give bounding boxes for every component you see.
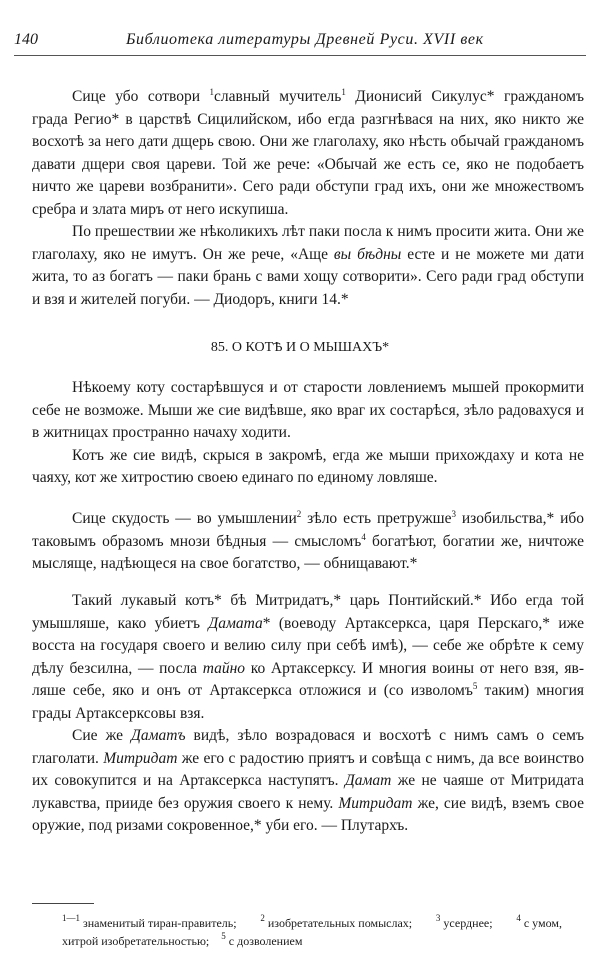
footnote-5: $^5$ с дозволением (221, 931, 303, 948)
footnote-4-continued: хитрой изобретательностью; (62, 934, 210, 948)
footnote-1: $^{1—1}$ знаменитый тиран-правитель; (62, 913, 237, 930)
footnotes (62, 914, 562, 950)
footnote-2: $^2$ изобретательных помыслах; (260, 913, 413, 930)
running-title: Библиотека литературы Древней Руси. XVII век (126, 31, 484, 48)
footnote-divider (32, 903, 94, 904)
paragraph: Сице скудость — во умышлении$^2$ зѣло есть претружше$^3$ изобильства,* ибо таковымъ образомъ мнози бѣдныя — смысломъ$^4$ богатѣют, богатии же, ничтоже мысляще, надѣющеся на свое богатство, — обнищавают.* (32, 509, 585, 572)
paragraph: Котъ же сие видѣ, скрыся в закромѣ, егда же мыши прихождаху и кота не чаяху, кот же хитростию своею единаго по единому ловляше. (32, 446, 584, 486)
footnote-4: $^4$ с умом, (516, 913, 562, 930)
header-divider (14, 55, 586, 56)
footnote-3: $^3$ усерднее; (435, 913, 493, 930)
paragraph: Такий лукавый котъ* бѣ Митридатъ,* царь Понтийский.* Ибо егда той умышляше, како убиетъ Дамата* (воеводу Артаксеркса, царя Перскаго,* иже восста на государя своего и велию силу при себѣ имѣ), — себе же обрѣте к сему дѣлу безсилна, — посла тайно ко Артаксерксу. И многия воины от него взя, являше себе, яко и онъ от Артаксеркса отложися и (со изволомъ$^5$ таким) многия грады Артаксерксовы взя. (32, 592, 584, 722)
text-block-mithridates (32, 590, 584, 838)
text-block-cat (32, 377, 584, 490)
paragraph: Нѣкоему коту состарѣвшуся и от старости ловлениемъ мышей прокормити себе не возможе. Мыши же сие видѣвше, яко враг их состарѣся, зѣло радовахуся и в житницах пространно начаху ходити. (32, 379, 584, 441)
paragraph: Сие же Даматъ видѣ, зѣло возрадовася и восхотѣ с нимъ самъ о семъ глаголати. Митридат же его с радостию приятъ и совѣща с нимъ, да все воинство их совокупится и на Артаксеркса наступятъ. Дамат же не чаяше от Митридата лукавства, прииде без оружия своего к нему. Митридат же, сие видѣ, вземъ свое оружие, под ризами сокровенное,* уби его. — Плутархъ. (32, 727, 585, 834)
page-number: 140 (14, 31, 38, 48)
page-header (14, 31, 586, 57)
paragraph: Сице убо сотвори $^1$славный мучитель$^1$ Дионисий Сикулус* гражданомъ града Регио* в царствѣ Сицилийском, ибо егда разгнѣвася на них, яко никто же восхотѣ за него дати дщерь свою. Они же глаголаху, яко нѣсть обычай гражданомъ давати дщери своя цареви. Той же рече: «Обычай же есть се, яко не подобаетъ ничто же цареви возбранити». Сего ради обступи град ихъ, они же множествомъ сребра и злата миръ от него искупиша. (32, 87, 584, 218)
text-block-moral (32, 508, 584, 576)
footnote-line (62, 932, 562, 950)
footnote-line (62, 914, 562, 932)
text-block-dionysius (32, 86, 584, 311)
paragraph: По прешествии же нѣколикихъ лѣт паки посла к нимъ просити жита. Они же глаголаху, яко не имутъ. Он же рече, «Аще вы бѣдны есте и не можете ми дати жита, то аз богатъ — паки брань с вами хощу сотворити». Сего ради град обступи и взя и жителей погуби. — Диодоръ, книги 14.* (32, 223, 584, 308)
section-heading: 85. О КОТѢ И О МЫШАХЪ* (210, 340, 390, 355)
